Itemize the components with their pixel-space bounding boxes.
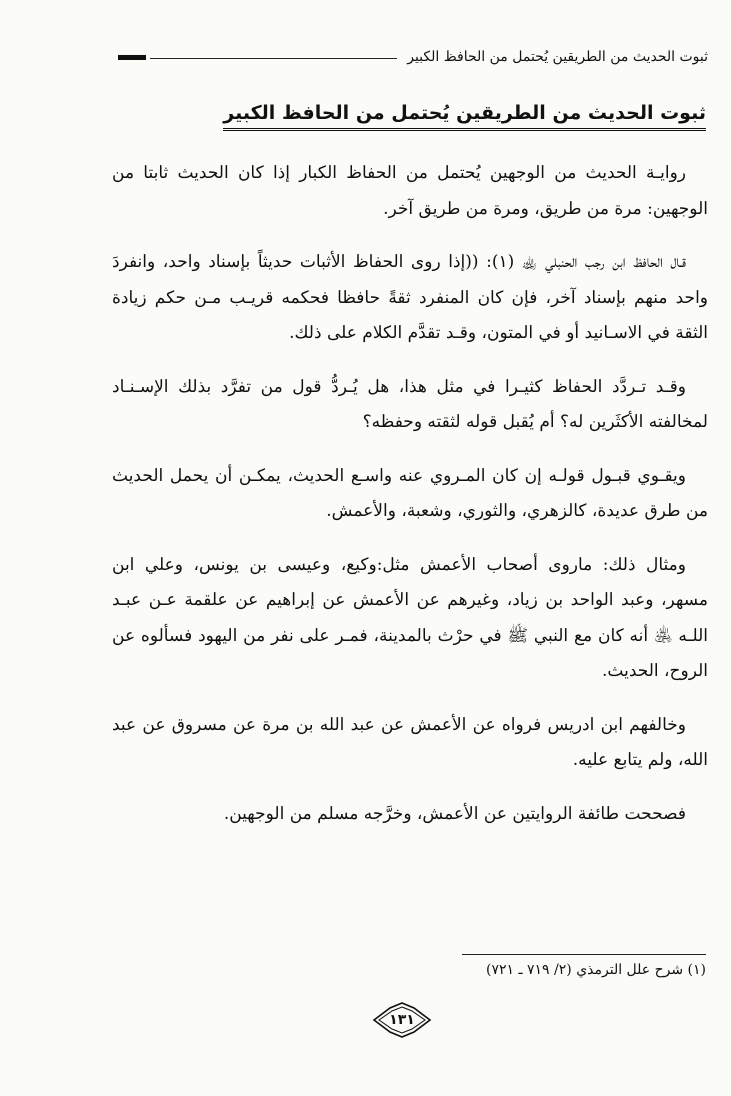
body-text bbox=[112, 156, 708, 850]
section-title-text: ثبوت الحديث من الطريقين يُحتمل من الحافظ الكبير bbox=[223, 102, 706, 131]
paragraph: ويقـوي قبـول قولـه إن كان المـروي عنه واسـع الحديث، يمكـن أن يحمل الحديث من طرق عديدة، كالزهري، والثوري، وشعبة، والأعمش. bbox=[112, 465, 708, 521]
header-mark bbox=[118, 55, 146, 60]
paragraph: روايـة الحديث من الوجهين يُحتمل من الحفاظ الكبار إذا كان الحديث ثابتا من الوجهين: مرة من طريق، ومرة من طريق آخر. bbox=[112, 163, 708, 219]
paragraph: وخالفهم ابن ادريس فرواه عن الأعمش عن عبد الله بن مرة عن مسروق عن عبد الله، ولم يتابع عليه. bbox=[112, 714, 708, 770]
paragraph: وقـد تـردَّد الحفاظ كثيـرا في مثل هذا، هل يُـردُّ قول من تفرَّد بذلك الإسـنـاد لمخالفته الأكثَرين له؟ أم يُقبل قوله لثقته وحفظه؟ bbox=[112, 376, 708, 432]
footnote-rule bbox=[462, 954, 706, 955]
page-number-text: ١٣١ bbox=[389, 1012, 415, 1028]
running-title: ثبوت الحديث من الطريقين يُحتمل من الحافظ الكبير bbox=[407, 49, 708, 65]
section-title bbox=[222, 102, 706, 142]
header-rule bbox=[150, 58, 397, 59]
page-number bbox=[372, 1002, 432, 1038]
running-header bbox=[118, 44, 708, 70]
footnote: (١) شرح علل الترمذي (٢/ ٧١٩ ـ ٧٢١) bbox=[485, 962, 706, 978]
paragraph: فصححت طائفة الروايتين عن الأعمش، وخرَّجه مسلم من الوجهين. bbox=[223, 803, 686, 824]
paragraph: ومثال ذلك: ماروى أصحاب الأعمش مثل:وكيع، وعيسى بن يونس، وعلي ابن مسهر، وعبد الواحد بن زياد، وغيرهم عن الأعمش عن إبراهيم عن علقمة عـن عبـد اللـه ﵁ أنه كان مع النبي ﷺ في حرْث بالمدينة، فمـر على نفر من اليهود فسألوه عن الروح، الحديث. bbox=[112, 554, 708, 681]
paragraph: قـال الحافظ ابن رجب الحنبلي ﵀ (١): ((إذا روى الحفاظ الأثبات حديثاً بإسناد واحد، وانفردَ واحد منهم بإسناد آخر، فإن كان المنفرد ثقةً حافظا فحكمه قريـب مـن حكم زيادة الثقة في الاسـانيد أو في المتون، وقـد تقدَّم الكلام على ذلك. bbox=[112, 252, 708, 343]
